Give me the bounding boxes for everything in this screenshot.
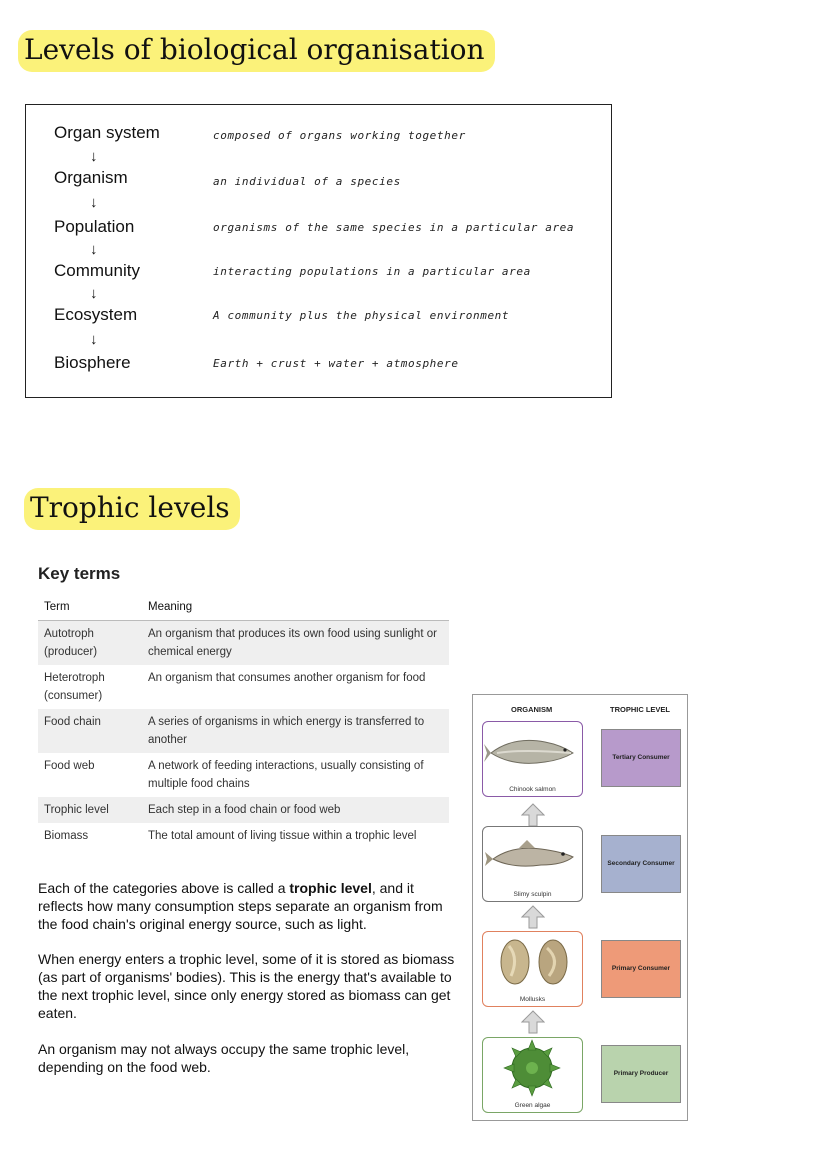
green-algae-icon [483, 1038, 581, 1098]
meaning-cell: A network of feeding interactions, usually consisting of multiple food chains [148, 760, 424, 790]
column-header-meaning: Meaning [142, 594, 449, 621]
level-biosphere: Biosphere [54, 353, 131, 372]
meaning-cell: A series of organisms in which energy is transferred to another [142, 709, 449, 753]
paragraph-text: , and it reflects how many consumption steps separate an organism from the food chain's original energy source, such as light. [38, 880, 443, 932]
organism-box-green-algae [482, 1037, 583, 1113]
table-header-row [38, 594, 449, 621]
down-arrow-icon: ↓ [90, 148, 98, 165]
desc-ecosystem: A community plus the physical environment [213, 309, 510, 322]
organism-box-salmon [482, 721, 583, 797]
column-header-term: Term [38, 594, 142, 621]
section-title-trophic: Trophic levels [24, 488, 240, 530]
desc-population: organisms of the same species in a particular area [213, 221, 575, 234]
level-population: Population [54, 217, 135, 236]
bold-term: trophic level [289, 880, 372, 896]
table-row [38, 823, 449, 849]
key-terms-heading: Key terms [38, 564, 121, 583]
down-arrow-icon: ↓ [90, 194, 98, 211]
term-cell: Food chain [38, 709, 142, 753]
page-title-organisation: Levels of biological organisation [18, 30, 495, 72]
down-arrow-icon: ↓ [90, 241, 98, 258]
up-arrow-icon [521, 905, 545, 929]
desc-community: interacting populations in a particular area [213, 265, 531, 278]
table-row [38, 797, 449, 823]
key-terms-table [38, 594, 449, 849]
trophic-level-diagram [472, 694, 688, 1121]
term-cell: Trophic level [38, 797, 142, 823]
desc-biosphere: Earth + crust + water + atmosphere [213, 357, 459, 370]
up-arrow-icon [521, 1010, 545, 1034]
paragraph-trophic-level [38, 879, 458, 933]
level-organ-system: Organ system [54, 123, 160, 142]
table-row [38, 753, 449, 797]
down-arrow-icon: ↓ [90, 285, 98, 302]
term-cell: Autotroph (producer) [38, 621, 142, 666]
organism-box-mollusks [482, 931, 583, 1007]
level-community: Community [54, 261, 140, 280]
column-header-organism: ORGANISM [511, 705, 553, 714]
salmon-icon [483, 722, 581, 780]
paragraph-text: Each of the categories above is called a [38, 880, 290, 896]
organism-label: Mollusks [519, 996, 546, 1003]
paragraph-biomass: When energy enters a trophic level, some of it is stored as biomass (as part of organisms' bodies). This is the energy that's available to the next trophic level, since only energy stored as biomass can get eaten. [38, 951, 455, 1021]
term-cell: Food web [44, 760, 95, 772]
level-organism: Organism [54, 168, 128, 187]
term-cell: Heterotroph (consumer) [44, 672, 105, 702]
level-ecosystem: Ecosystem [54, 305, 138, 324]
table-row [38, 709, 449, 753]
meaning-cell: The total amount of living tissue within a trophic level [148, 830, 417, 842]
table-row [38, 665, 449, 709]
term-cell: Biomass [44, 830, 89, 842]
mollusk-shells-icon [483, 932, 581, 990]
trophic-box-primary-producer: Primary Producer [601, 1045, 681, 1103]
organism-label: Slimy sculpin [513, 891, 552, 898]
table-row [38, 621, 449, 666]
sculpin-icon [483, 827, 581, 885]
column-header-trophic-level: TROPHIC LEVEL [610, 705, 671, 714]
down-arrow-icon: ↓ [90, 331, 98, 348]
up-arrow-icon [521, 803, 545, 827]
trophic-box-tertiary: Tertiary Consumer [601, 729, 681, 787]
meaning-cell: An organism that consumes another organism for food [148, 672, 426, 684]
organism-box-sculpin [482, 826, 583, 902]
desc-organ-system: composed of organs working together [213, 129, 466, 142]
organisation-levels-box [25, 104, 612, 398]
organism-label: Chinook salmon [509, 786, 556, 793]
trophic-box-primary-consumer: Primary Consumer [601, 940, 681, 998]
meaning-cell: An organism that produces its own food using sunlight or chemical energy [142, 621, 449, 666]
trophic-box-secondary: Secondary Consumer [601, 835, 681, 893]
meaning-cell: Each step in a food chain or food web [142, 797, 449, 823]
desc-organism: an individual of a species [213, 175, 401, 188]
paragraph-food-web: An organism may not always occupy the same trophic level, depending on the food web. [38, 1041, 410, 1075]
organism-label: Green algae [514, 1102, 551, 1109]
